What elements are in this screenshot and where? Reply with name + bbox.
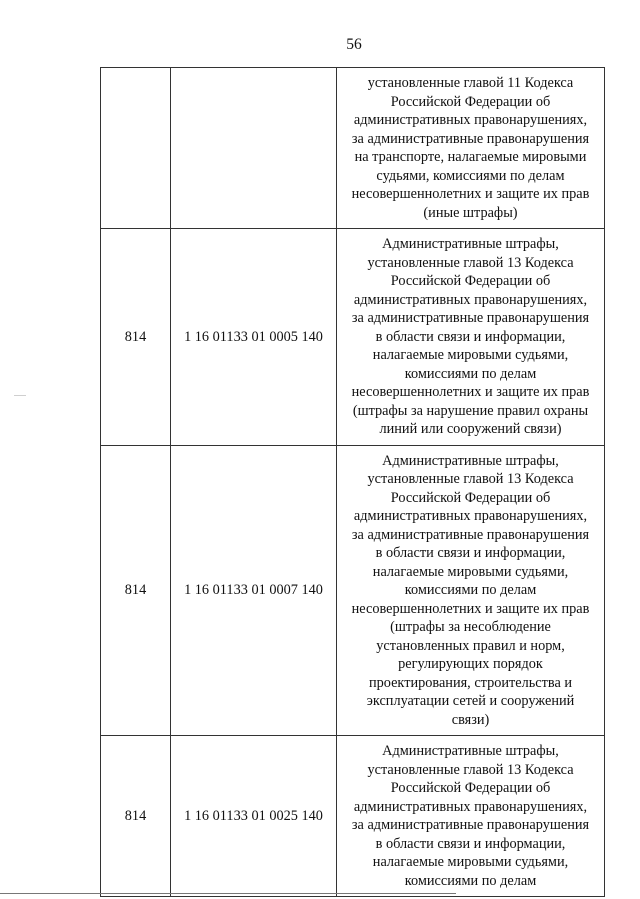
description-line: административных правонарушениях, xyxy=(353,112,588,128)
description-line: за административные правонарушения xyxy=(351,130,590,147)
description-line: проектирования, строительства и xyxy=(368,674,573,691)
kbk-code-cell: 1 16 01133 01 0025 140 xyxy=(171,736,337,897)
description-cell xyxy=(337,445,605,736)
description-line: эксплуатации сетей и сооружений xyxy=(366,693,575,709)
admin-code-cell xyxy=(101,68,171,229)
margin-mark xyxy=(14,395,26,396)
description-line: в области связи и информации, xyxy=(375,328,566,345)
description-line: за административные правонарушения xyxy=(351,310,590,326)
description-line: судьями, комиссиями по делам xyxy=(376,167,565,184)
description-line: административных правонарушениях, xyxy=(353,291,588,308)
description-line: установленных правил и норм, xyxy=(376,637,565,654)
description-line: связи) xyxy=(451,711,490,728)
description-cell xyxy=(337,229,605,446)
description-line: налагаемые мировыми судьями, xyxy=(372,854,569,870)
description-line: за административные правонарушения xyxy=(351,817,590,833)
description-line: несовершеннолетних и защите их прав xyxy=(351,384,590,400)
description-line: (иные штрафы) xyxy=(423,204,518,221)
kbk-code-cell: 1 16 01133 01 0007 140 xyxy=(171,445,337,736)
description-line: линий или сооружений связи) xyxy=(379,421,562,437)
description-cell xyxy=(337,736,605,897)
admin-code-cell: 814 xyxy=(101,445,171,736)
description-line: Административные штрафы, xyxy=(382,452,559,469)
description-line: регулирующих порядок xyxy=(398,656,543,672)
admin-code-cell: 814 xyxy=(101,229,171,446)
kbk-code-cell xyxy=(171,68,337,229)
description-line: в области связи и информации, xyxy=(375,545,566,561)
description-line: Российской Федерации об xyxy=(390,489,551,506)
description-line: установленные главой 13 Кодекса xyxy=(367,761,574,778)
admin-code-cell: 814 xyxy=(101,736,171,897)
table-row xyxy=(101,229,605,446)
table-body xyxy=(101,68,605,897)
description-line: комиссиями по делам xyxy=(404,582,537,598)
description-line: установленные главой 13 Кодекса xyxy=(367,254,574,271)
description-line: на транспорте, налагаемые мировыми xyxy=(354,149,587,165)
kbk-code-cell: 1 16 01133 01 0005 140 xyxy=(171,229,337,446)
table-row xyxy=(101,68,605,229)
description-line: за административные правонарушения xyxy=(351,526,590,543)
description-line: Административные штрафы, xyxy=(382,743,559,759)
description-line: налагаемые мировыми судьями, xyxy=(372,347,569,363)
description-line: Российской Федерации об xyxy=(390,273,551,289)
description-line: (штрафы за нарушение правил охраны xyxy=(352,402,589,419)
description-line: Административные штрафы, xyxy=(382,236,559,252)
description-line: несовершеннолетних и защите их прав xyxy=(351,600,590,617)
description-line: административных правонарушениях, xyxy=(353,798,588,815)
bottom-rule xyxy=(0,893,456,894)
description-line: Российской Федерации об xyxy=(390,780,551,796)
budget-codes-table xyxy=(100,67,605,897)
description-line: комиссиями по делам xyxy=(404,872,537,889)
description-line: несовершеннолетних и защите их прав xyxy=(351,186,590,202)
description-line: комиссиями по делам xyxy=(404,365,537,382)
table-row xyxy=(101,736,605,897)
table-row xyxy=(101,445,605,736)
description-line: в области связи и информации, xyxy=(375,835,566,852)
description-line: (штрафы за несоблюдение xyxy=(390,619,551,635)
description-line: установленные главой 13 Кодекса xyxy=(367,471,574,487)
description-line: установленные главой 11 Кодекса xyxy=(367,75,574,91)
description-line: Российской Федерации об xyxy=(390,93,551,110)
description-line: налагаемые мировыми судьями, xyxy=(372,563,569,580)
description-cell xyxy=(337,68,605,229)
description-line: административных правонарушениях, xyxy=(353,508,588,524)
page-number: 56 xyxy=(346,36,362,53)
